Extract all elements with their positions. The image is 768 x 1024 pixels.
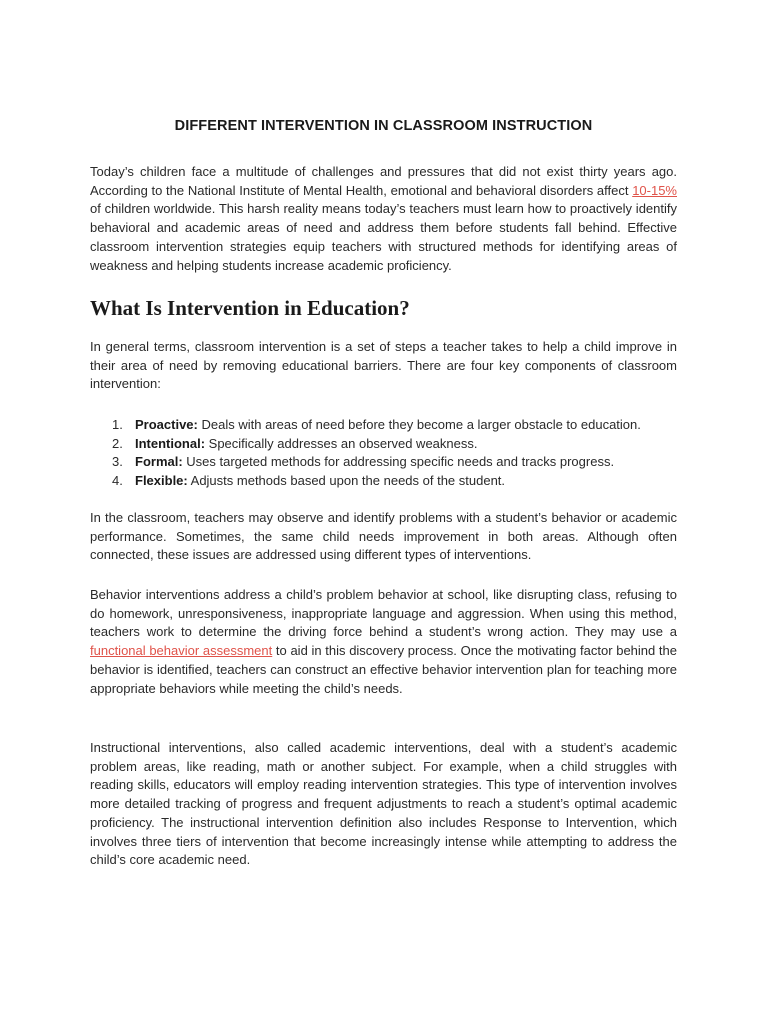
list-item-term: Formal: [135,454,183,469]
section-heading: What Is Intervention in Education? [90,296,410,320]
list-item-number: 2. [112,435,123,451]
list-item [90,453,677,472]
list-item-number: 1. [112,417,123,432]
list-item-term: Flexible: [135,472,188,488]
list-item [90,435,677,454]
intro-paragraph [90,163,677,275]
list-item-text: Adjusts methods based upon the needs of the student. [187,472,506,488]
list-item [90,472,677,491]
behavior-text-end: to aid in this discovery process. Once the motivating factor behind the behavior is identified, teachers can construct an effective behavior intervention plan for teaching more appropriate behaviors while meeting the child’s needs. [90,643,678,696]
list-item-term: Proactive: [135,417,198,432]
document-title: DIFFERENT INTERVENTION IN CLASSROOM INSTRUCTION [174,118,593,134]
functional-assessment-link[interactable]: functional behavior assessment [90,643,273,659]
instructional-paragraph: Instructional interventions, also called academic interventions, deal with a student’s academic problem areas, like reading, math or another subject. For example, when a child struggles with reading skills, educators will employ reading intervention strategies. This type of intervention involves more detailed tracking of progress and frequent adjustments to reach a student’s optimal academic proficiency. The instructional intervention definition also includes Response to Intervention, which involves three tiers of intervention that become increasingly intense while attempting to address the child’s core academic need. [90,740,677,868]
behavior-text-start: Behavior interventions address a child’s problem behavior at school, like disrupting class, refusing to do homework, unresponsiveness, inappropriate language and aggression. When using this method, teachers work to determine the driving force behind a student’s wrong action. They may use a [90,587,677,640]
list-item-number: 3. [112,454,123,469]
list-item [90,416,677,435]
intro-text-start: Today’s children face a multitude of challenges and pressures that did not exist thirty years ago. According to the National Institute of Mental Health, emotional and behavioral disorders affect [90,164,677,198]
statistic-link[interactable]: 10-15% [632,182,677,198]
components-list [90,416,677,490]
list-item-text: Uses targeted methods for addressing specific needs and tracks progress. [182,454,615,469]
list-item-text: Deals with areas of need before they become a larger obstacle to education. [197,417,641,432]
list-item-number: 4. [112,472,123,488]
intro-text-end: of children worldwide. This harsh reality means today’s teachers must learn how to proactively identify behavioral and academic areas of need and address them before students fall behind. Effective classroom intervention strategies equip teachers with structured methods for identifying areas of weakness and helping students increase academic proficiency. [90,201,677,273]
definition-paragraph: In general terms, classroom intervention is a set of steps a teacher takes to help a child improve in their area of need by removing educational barriers. There are four key components of classroom intervention: [90,339,677,392]
classroom-paragraph: In the classroom, teachers may observe and identify problems with a student’s behavior or academic performance. Sometimes, the same child needs improvement in both areas. Although often connected, these issues are addressed using different types of interventions. [90,510,677,563]
list-item-term: Intentional: [135,435,206,451]
behavior-paragraph [90,586,677,698]
list-item-text: Specifically addresses an observed weakness. [205,435,478,451]
